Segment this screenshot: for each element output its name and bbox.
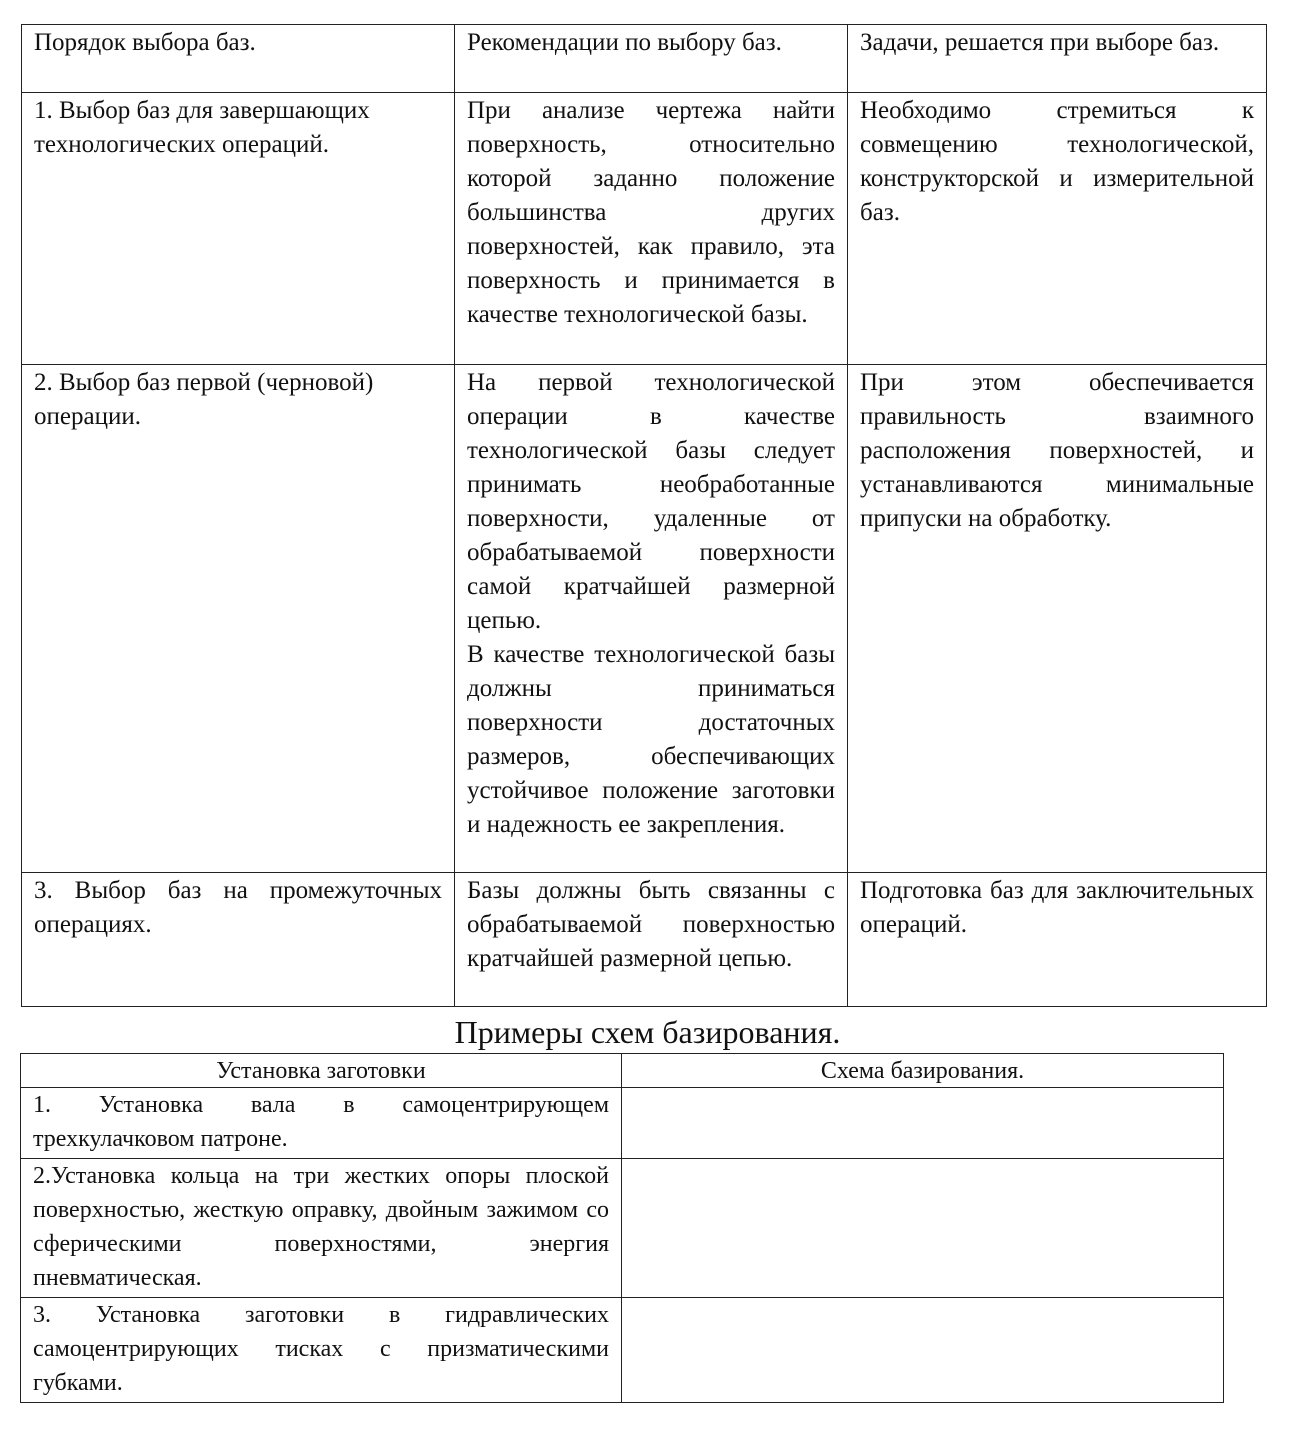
header-order: Порядок выбора баз. bbox=[22, 25, 455, 93]
row2-recommendation: На первой технологической операции в качестве технологической базы следует принимать необработанные поверхности, удаленные от обрабатываемой поверхности самой кратчайшей размерной цепью. bbox=[467, 369, 835, 634]
table-row bbox=[21, 1298, 1224, 1403]
row3-step: 3. Выбор баз на промежуточных операциях. bbox=[22, 873, 455, 1007]
row2-recommendation-cell bbox=[455, 365, 848, 873]
table-row bbox=[22, 93, 1267, 365]
table-row bbox=[21, 1159, 1224, 1298]
row2-recommendation-2: В качестве технологической базы должны приниматься поверхности достаточных размеров, обеспечивающих устойчивое положение заготовки и надежность ее закрепления. bbox=[467, 641, 835, 838]
header-setup: Установка заготовки bbox=[21, 1054, 622, 1088]
row1-recommendation: При анализе чертежа найти поверхность, относительно которой заданно положение большинства других поверхностей, как правило, эта поверхность и принимается в качестве технологической базы. bbox=[455, 93, 848, 365]
setup-3: 3. Установка заготовки в гидравлических самоцентрирующих тисках с призматическими губками. bbox=[21, 1298, 622, 1403]
table-header-row bbox=[21, 1054, 1224, 1088]
table-row bbox=[22, 873, 1267, 1007]
base-selection-table bbox=[21, 24, 1267, 1007]
section-title: Примеры схем базирования. bbox=[454, 1014, 841, 1050]
header-tasks: Задачи, решается при выборе баз. bbox=[848, 25, 1267, 93]
row2-task: При этом обеспечивается правильность взаимного расположения поверхностей, и устанавливаются минимальные припуски на обработку. bbox=[848, 365, 1267, 873]
table-header-row bbox=[22, 25, 1267, 93]
table-row bbox=[22, 365, 1267, 873]
basing-schemes-table bbox=[20, 1053, 1224, 1403]
table-row bbox=[21, 1088, 1224, 1159]
row1-step: 1. Выбор баз для завершающих технологических операций. bbox=[22, 93, 455, 365]
row2-step: 2. Выбор баз первой (черновой) операции. bbox=[22, 365, 455, 873]
row3-task: Подготовка баз для заключительных операций. bbox=[848, 873, 1267, 1007]
scheme-1 bbox=[622, 1088, 1224, 1159]
row3-recommendation: Базы должны быть связанны с обрабатываемой поверхностью кратчайшей размерной цепью. bbox=[455, 873, 848, 1007]
scheme-2 bbox=[622, 1159, 1224, 1298]
setup-1: 1. Установка вала в самоцентрирующем трехкулачковом патроне. bbox=[21, 1088, 622, 1159]
header-scheme: Схема базирования. bbox=[622, 1054, 1224, 1088]
scheme-3 bbox=[622, 1298, 1224, 1403]
row1-task: Необходимо стремиться к совмещению технологической, конструкторской и измерительной баз. bbox=[848, 93, 1267, 365]
setup-2: 2.Установка кольца на три жестких опоры плоской поверхностью, жесткую оправку, двойным зажимом со сферическими поверхностями, энергия пневматическая. bbox=[21, 1159, 622, 1298]
header-recommendations: Рекомендации по выбору баз. bbox=[455, 25, 848, 93]
